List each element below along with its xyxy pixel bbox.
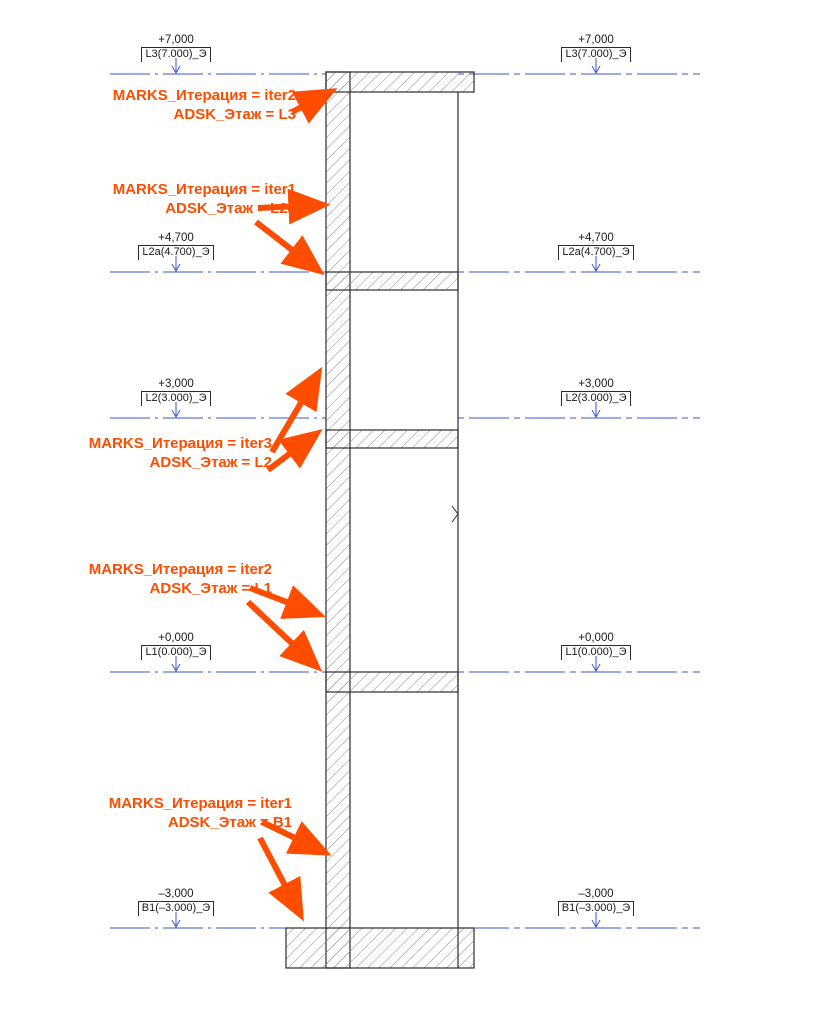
level-label-l1-left (98, 632, 254, 660)
level-label-l2-right (518, 378, 674, 406)
level-label-l3-left (98, 34, 254, 62)
annotation-line-2: ADSK_Этаж = B1 (167, 814, 292, 831)
level-elevation: +4,700 (158, 232, 194, 244)
level-elevation: +0,000 (158, 632, 194, 644)
level-elevation: –3,000 (158, 888, 194, 900)
annotation-b1 (32, 794, 292, 832)
level-tag: L2(3.000)_Э (141, 391, 210, 406)
level-elevation: +4,700 (578, 232, 614, 244)
annotation-l2a (36, 180, 296, 218)
annotation-l3 (36, 86, 296, 124)
arrow-l2a-2 (256, 222, 318, 270)
level-label-l2a-right (518, 232, 674, 260)
level-tag: L2a(4.700)_Э (558, 245, 633, 260)
level-label-l3-right (518, 34, 674, 62)
annotation-line-2: ADSK_Этаж = L1 (149, 580, 272, 597)
level-elevation: +3,000 (158, 378, 194, 390)
level-label-l1-right (518, 632, 674, 660)
level-elevation: –3,000 (578, 888, 614, 900)
level-tag: L1(0.000)_Э (561, 645, 630, 660)
level-tag: L1(0.000)_Э (141, 645, 210, 660)
level-elevation: +3,000 (578, 378, 614, 390)
annotation-line-1: MARKS_Итерация = iter3 (88, 435, 272, 452)
level-label-b1-left (98, 888, 254, 916)
annotation-l1 (12, 560, 272, 598)
annotation-line-1: MARKS_Итерация = iter2 (88, 561, 272, 578)
level-label-b1-right (518, 888, 674, 916)
level-tag: L2(3.000)_Э (561, 391, 630, 406)
annotation-line-1: MARKS_Итерация = iter1 (112, 181, 296, 198)
level-label-l2a-left (98, 232, 254, 260)
arrow-b1-2 (260, 838, 300, 914)
annotation-line-2: ADSK_Этаж = L3 (173, 106, 296, 123)
level-tag: B1(–3.000)_Э (138, 901, 214, 916)
level-elevation: +0,000 (578, 632, 614, 644)
level-elevation: +7,000 (158, 34, 194, 46)
level-tag: L3(7.000)_Э (141, 47, 210, 62)
annotation-line-2: ADSK_Этаж = L2 (149, 454, 272, 471)
level-tag: L3(7.000)_Э (561, 47, 630, 62)
arrow-l3-1 (292, 92, 330, 112)
level-elevation: +7,000 (578, 34, 614, 46)
level-tag: B1(–3.000)_Э (558, 901, 634, 916)
annotation-line-1: MARKS_Итерация = iter2 (112, 87, 296, 104)
annotation-line-2: ADSK_Этаж = L2a (165, 200, 296, 217)
level-label-l2-left (98, 378, 254, 406)
annotation-l2 (12, 434, 272, 472)
level-tag: L2a(4.700)_Э (138, 245, 213, 260)
annotation-line-1: MARKS_Итерация = iter1 (108, 795, 292, 812)
level-lines-right (458, 74, 700, 928)
